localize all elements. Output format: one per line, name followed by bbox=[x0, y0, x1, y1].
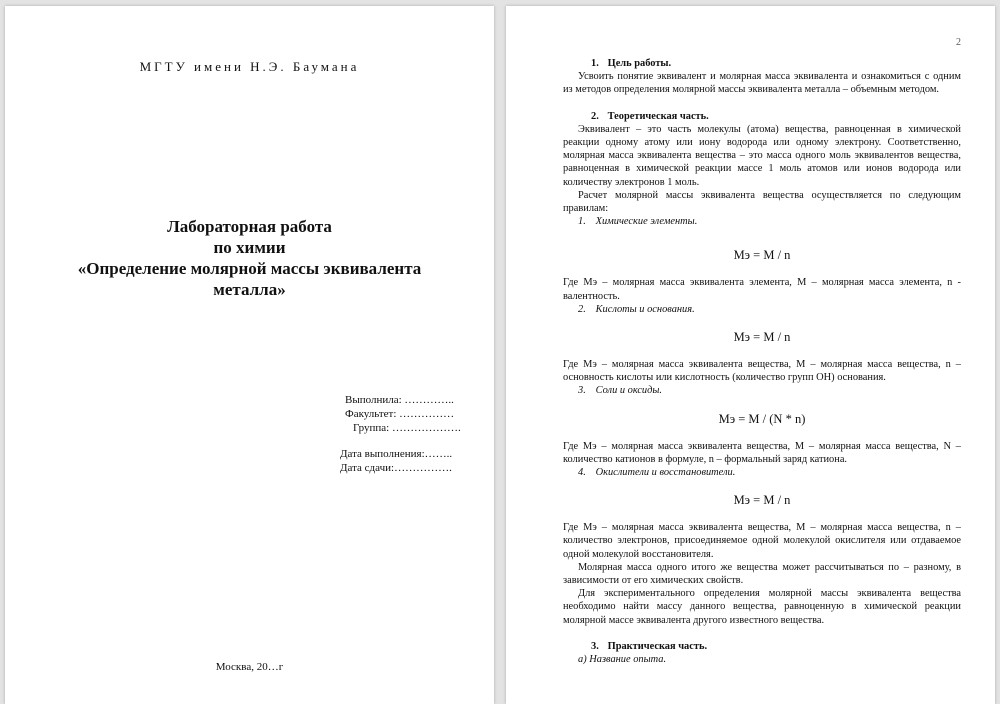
page-number: 2 bbox=[956, 37, 961, 48]
section-title: Теоретическая часть. bbox=[607, 110, 709, 122]
list-item bbox=[563, 466, 961, 479]
section-heading bbox=[563, 57, 961, 70]
title-line: по химии bbox=[213, 238, 286, 257]
list-item-label: Соли и оксиды. bbox=[595, 385, 663, 397]
section-heading bbox=[563, 110, 961, 123]
list-item bbox=[563, 215, 961, 228]
section-number: 1. bbox=[591, 58, 599, 69]
list-item-label: Окислители и восстановители. bbox=[595, 467, 736, 479]
group-line: Группа: ………………. bbox=[353, 422, 461, 434]
formula: Mэ = M / n bbox=[733, 248, 791, 263]
list-number: 4. bbox=[578, 467, 586, 479]
section-number: 3. bbox=[591, 640, 599, 652]
formula: Mэ = M / (N * n) bbox=[718, 411, 806, 426]
title-page bbox=[5, 6, 494, 704]
paragraph: Молярная масса одного итого же вещества может рассчитываться по – разному, в зависимости от его химических свойств. bbox=[563, 561, 961, 587]
title-line: Лабораторная работа bbox=[167, 217, 332, 236]
list-number: 2. bbox=[578, 303, 586, 315]
performed-by-line: Выполнила: ………….. bbox=[345, 394, 454, 406]
page-body bbox=[563, 57, 961, 666]
submission-date-line: Дата сдачи:……………. bbox=[340, 462, 452, 474]
dates-info bbox=[340, 447, 452, 475]
list-number: 1. bbox=[578, 216, 586, 228]
paragraph: Где Mэ – молярная масса эквивалента вещества, M – молярная масса вещества, N – количество катионов в формуле, n – формальный заряд катиона. bbox=[563, 440, 961, 465]
paragraph: Где Mэ – молярная масса эквивалента элемента, M – молярная масса элемента, n - валентность. bbox=[563, 277, 961, 302]
university-name: МГТУ имени Н.Э. Баумана bbox=[139, 59, 360, 74]
faculty-line: Факультет: …………… bbox=[345, 408, 455, 420]
formula: Mэ = M / n bbox=[733, 330, 791, 345]
completion-date-line: Дата выполнения:…….. bbox=[340, 448, 453, 460]
paragraph: Эквивалент – это часть молекулы (атома) вещества, равноценная в химической реакции одному атому или иону водорода или одному электрону. Соответственно, молярная масса эквивалента вещества – это масса одного моль эквивалентов вещества, равноценная в химической реакции массе 1 моль атомов или ионов водорода или количеству электронов 1 моль. bbox=[563, 123, 961, 188]
document-title bbox=[5, 216, 494, 300]
section-heading bbox=[563, 640, 961, 653]
subsection-label: а) Название опыта. bbox=[578, 654, 667, 666]
content-page bbox=[506, 6, 995, 704]
list-number: 3. bbox=[578, 385, 586, 397]
section-number: 2. bbox=[591, 110, 599, 122]
list-item bbox=[563, 303, 961, 316]
paragraph: Где Mэ – молярная масса эквивалента вещества, M – молярная масса вещества, n – основность кислоты или кислотность (количество групп OH) основания. bbox=[563, 359, 961, 384]
city-year: Москва, 20…г bbox=[215, 661, 284, 673]
paragraph: Расчет молярной массы эквивалента вещества осуществляется по следующим правилам: bbox=[563, 189, 961, 215]
list-item bbox=[563, 384, 961, 397]
title-line: «Определение молярной массы эквивалента bbox=[77, 259, 422, 278]
title-line: металла» bbox=[213, 280, 286, 299]
student-info bbox=[340, 393, 461, 435]
paragraph: Где Mэ – молярная масса эквивалента вещества, M – молярная масса вещества, n – количество электронов, присоединяемое одной молекулой окислителя или отдаваемое одной молекулой восстановителя. bbox=[563, 522, 961, 560]
section-title: Цель работы. bbox=[607, 58, 672, 69]
formula: Mэ = M / n bbox=[733, 493, 791, 508]
list-item-label: Химические элементы. bbox=[595, 216, 698, 228]
paragraph: Для экспериментального определения молярной массы эквивалента вещества необходимо найти массу данного вещества, равноценную в химической реакции молярной массе эквивалента другого известного вещества. bbox=[563, 588, 961, 626]
list-item-label: Кислоты и основания. bbox=[595, 303, 695, 315]
paragraph: Усвоить понятие эквивалент и молярная масса эквивалента и ознакомиться с одним из методов определения молярной массы эквивалента металла – объемным методом. bbox=[563, 71, 961, 96]
section-title: Практическая часть. bbox=[607, 640, 708, 652]
